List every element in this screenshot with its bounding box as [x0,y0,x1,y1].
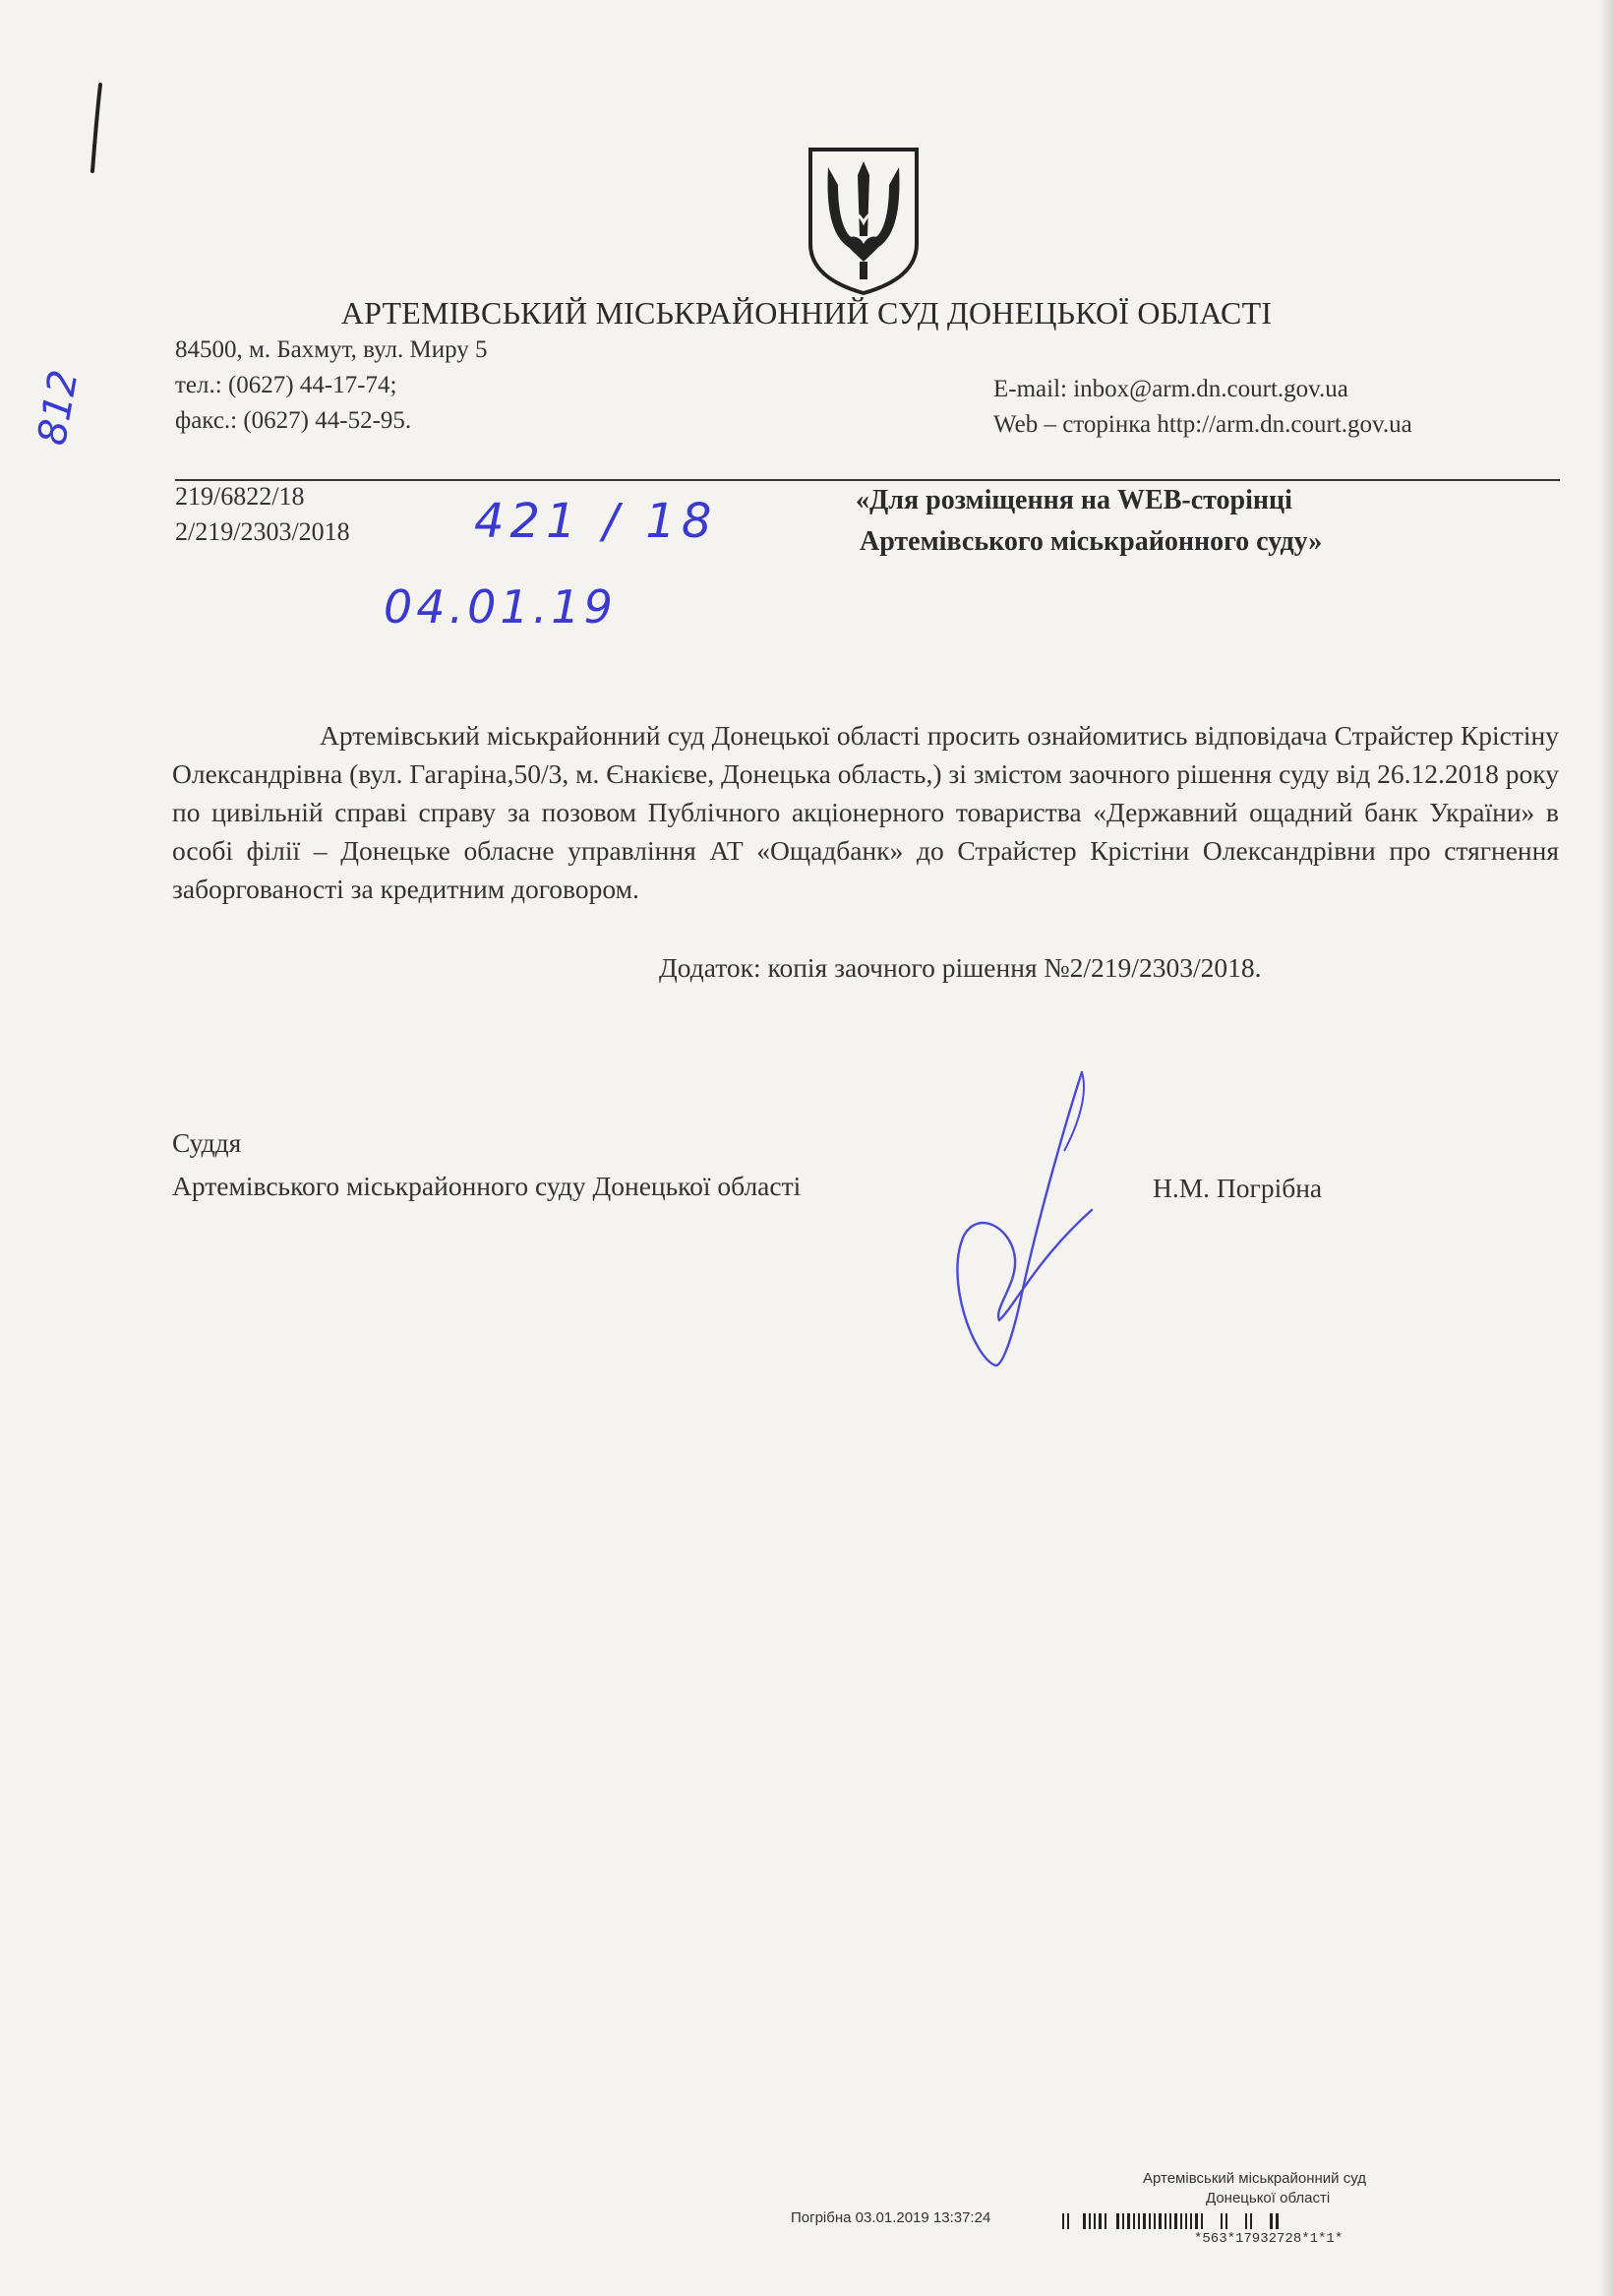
court-phone: тел.: (0627) 44-17-74; [175,372,397,398]
margin-handwritten-number: 812 [30,366,88,449]
margin-pen-stroke [83,79,112,177]
signature-court: Артемівського міськрайонного суду Донецької області [172,1171,802,1201]
web-note-line-2: Артемівського міськрайонного суду» [860,526,1323,557]
proceeding-number: 2/219/2303/2018 [175,517,350,546]
footer-registration-stamp: Погрібна 03.01.2019 13:37:24 [791,2209,991,2226]
judge-name: Н.М. Погрібна [1153,1173,1323,1203]
court-email: E-mail: inbox@arm.dn.court.gov.ua [993,376,1348,402]
barcode-icon [1062,2211,1282,2229]
footer-court-line-2: Донецької області [1206,2190,1331,2206]
web-placement-note [856,480,1322,563]
footer-court-line-1: Артемівський міськрайонний суд [1143,2170,1366,2187]
handwritten-outgoing-number: 421 / 18 [474,494,718,549]
signature-title: Суддя [172,1127,242,1158]
court-address: 84500, м. Бахмут, вул. Миру 5 [175,336,488,363]
handwritten-date: 04.01.19 [384,580,617,634]
coat-of-arms-icon [805,146,923,295]
handwritten-signature [934,1062,1111,1387]
case-number: 219/6822/18 [175,482,305,511]
web-note-line-1: «Для розміщення на WEB-сторінці [856,485,1292,515]
attachment-line: Додаток: копія заочного рішення №2/219/2303/2018. [659,952,1262,983]
body-paragraph: Артемівський міськрайонний суд Донецької області просить ознайомитись відповідача Страйстер Крістіну Олександрівна (вул. Гагаріна,50/3, м. Єнакієве, Донецька область,) зі змістом заочного рішення суду від 26.12.2018 року по цивільній справі справу за позовом Публічного акціонерного товариства «Державний ощадний банк України» в особі філії – Донецьке обласне управління АТ «Ощадбанк» до Страйстер Крістіни Олександрівни про стягнення заборгованості за кредитним договором. [172,720,1559,904]
court-name-title: АРТЕМІВСЬКИЙ МІСЬКРАЙОННИЙ СУД ДОНЕЦЬКОЇ ОБЛАСТІ [340,295,1273,331]
court-website: Web – сторінка http://arm.dn.court.gov.ua [993,411,1412,438]
court-fax: факс.: (0627) 44-52-95. [175,407,412,434]
barcode-code: *563*17932728*1*1* [1194,2231,1344,2247]
letter-body [172,716,1559,908]
scan-edge-shadow [1599,0,1613,2296]
